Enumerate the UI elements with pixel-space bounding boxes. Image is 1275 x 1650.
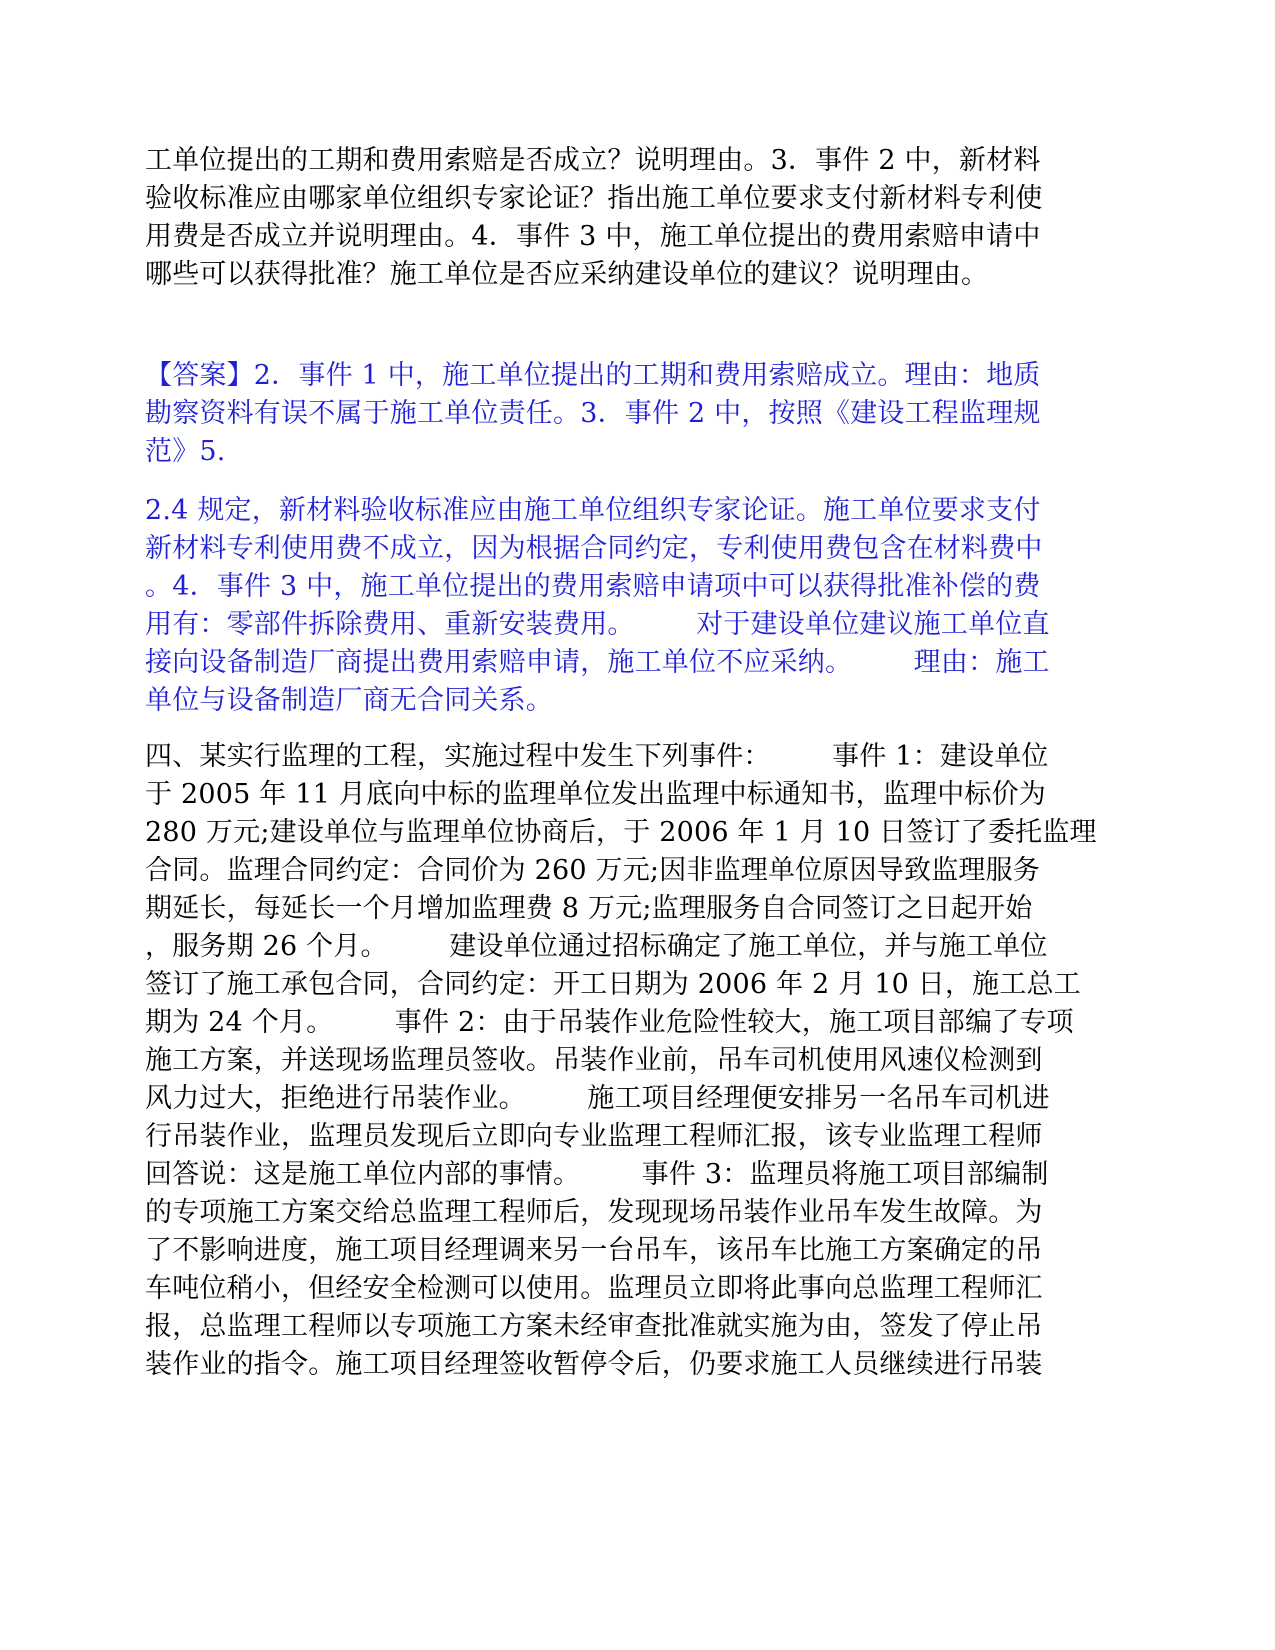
section-four-line: 装作业的指令。施工项目经理签收暂停令后，仍要求施工人员继续进行吊装 bbox=[145, 1349, 1043, 1380]
answer-line: 2.4 规定，新材料验收标准应由施工单位组织专家论证。施工单位要求支付 bbox=[145, 495, 1041, 526]
answer-line: 新材料专利使用费不成立，因为根据合同约定，专利使用费包含在材料费中 bbox=[145, 533, 1043, 564]
answer-line: 范》5. bbox=[145, 436, 226, 467]
section-four-line: 行吊装作业，监理员发现后立即向专业监理工程师汇报，该专业监理工程师 bbox=[145, 1121, 1043, 1152]
section-four-line: 了不影响进度，施工项目经理调来另一台吊车，该吊车比施工方案确定的吊 bbox=[145, 1235, 1043, 1266]
section-four-line: 施工方案，并送现场监理员签收。吊装作业前，吊车司机使用风速仪检测到 bbox=[145, 1045, 1043, 1076]
section-four-line: 回答说：这是施工单位内部的事情。 事件 3：监理员将施工项目部编制 bbox=[145, 1159, 1049, 1190]
answer-line: 【答案】2．事件 1 中，施工单位提出的工期和费用索赔成立。理由：地质 bbox=[145, 360, 1041, 391]
section-four-line: 的专项施工方案交给总监理工程师后，发现现场吊装作业吊车发生故障。为 bbox=[145, 1197, 1043, 1228]
answer-line: 。4．事件 3 中，施工单位提出的费用索赔申请项中可以获得批准补偿的费 bbox=[145, 571, 1041, 602]
answer-line: 勘察资料有误不属于施工单位责任。3．事件 2 中，按照《建设工程监理规 bbox=[145, 398, 1041, 429]
section-four-line: 报，总监理工程师以专项施工方案未经审查批准就实施为由，签发了停止吊 bbox=[145, 1311, 1043, 1342]
section-four-line: 风力过大，拒绝进行吊装作业。 施工项目经理便安排另一名吊车司机进 bbox=[145, 1083, 1050, 1114]
section-four-line: ，服务期 26 个月。 建设单位通过招标确定了施工单位，并与施工单位 bbox=[145, 931, 1048, 962]
answer-line: 用有：零部件拆除费用、重新安装费用。 对于建设单位建议施工单位直 bbox=[145, 609, 1050, 640]
question-line: 验收标准应由哪家单位组织专家论证？指出施工单位要求支付新材料专利使 bbox=[145, 183, 1043, 214]
section-four-line: 280 万元;建设单位与监理单位协商后，于 2006 年 1 月 10 日签订了委托监理 bbox=[145, 817, 1097, 848]
section-four-line: 期延长，每延长一个月增加监理费 8 万元;监理服务自合同签订之日起开始 bbox=[145, 893, 1033, 924]
section-four-line: 于 2005 年 11 月底向中标的监理单位发出监理中标通知书，监理中标价为 bbox=[145, 779, 1046, 810]
question-line: 用费是否成立并说明理由。4．事件 3 中，施工单位提出的费用索赔申请中 bbox=[145, 221, 1041, 252]
section-four-line: 车吨位稍小，但经安全检测可以使用。监理员立即将此事向总监理工程师汇 bbox=[145, 1273, 1043, 1304]
question-line: 哪些可以获得批准？施工单位是否应采纳建设单位的建议？说明理由。 bbox=[145, 259, 989, 290]
answer-line: 单位与设备制造厂商无合同关系。 bbox=[145, 685, 553, 716]
section-four-line: 签订了施工承包合同，合同约定：开工日期为 2006 年 2 月 10 日，施工总工 bbox=[145, 969, 1081, 1000]
section-four-line: 合同。监理合同约定：合同价为 260 万元;因非监理单位原因导致监理服务 bbox=[145, 855, 1040, 886]
answer-line: 接向设备制造厂商提出费用索赔申请，施工单位不应采纳。 理由：施工 bbox=[145, 647, 1050, 678]
section-four-line: 四、某实行监理的工程，实施过程中发生下列事件： 事件 1：建设单位 bbox=[145, 741, 1049, 772]
question-line: 工单位提出的工期和费用索赔是否成立？说明理由。3．事件 2 中，新材料 bbox=[145, 145, 1041, 176]
section-four-line: 期为 24 个月。 事件 2：由于吊装作业危险性较大，施工项目部编了专项 bbox=[145, 1007, 1074, 1038]
